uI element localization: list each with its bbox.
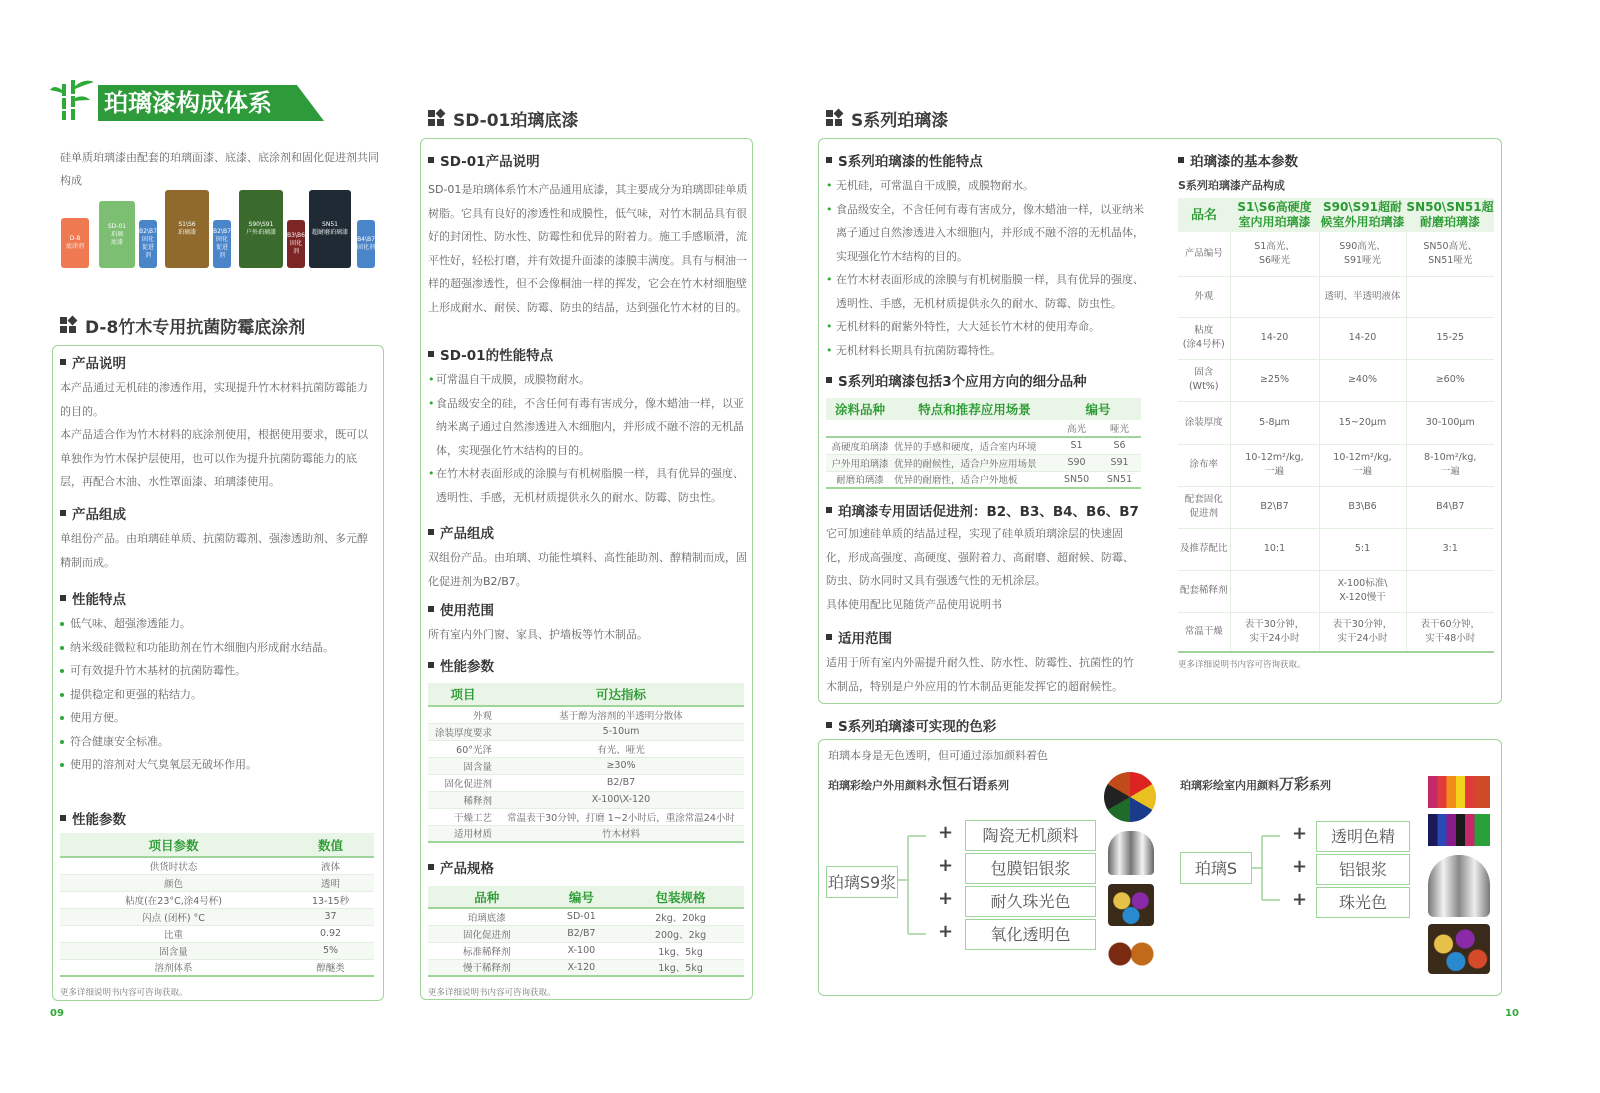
sd01-spec-table bbox=[428, 886, 744, 977]
d8-desc-heading: 产品说明 bbox=[60, 352, 126, 372]
s-basic-table bbox=[1178, 198, 1494, 653]
table-row bbox=[428, 757, 744, 774]
outdoor-item: 耐久珠光色 bbox=[965, 886, 1096, 917]
table-cell: ≥40% bbox=[1319, 359, 1406, 401]
page-number-left: 09 bbox=[50, 1008, 64, 1019]
table-cell: 透明、半透明液体 bbox=[1319, 276, 1406, 317]
table-row bbox=[1178, 612, 1494, 652]
table-cell: 表干30分钟， 实干24小时 bbox=[1230, 612, 1319, 652]
swatch: B2\B7 固化 促进 剂 bbox=[139, 220, 157, 268]
table-cell: 慢干稀释剂 bbox=[463, 963, 511, 975]
table-cell: 珀璃底漆 bbox=[467, 912, 506, 924]
table-cell: 常温表干30分钟，打磨 1~2小时后，重涂常温24小时 bbox=[507, 812, 735, 824]
color-bottles-image-2 bbox=[1428, 814, 1490, 846]
indoor-item: 透明色精 bbox=[1316, 821, 1410, 852]
list-item: 使用的溶剂对大气臭氧层无破坏作用。 bbox=[60, 753, 334, 777]
table-cell bbox=[1230, 570, 1319, 612]
table-cell: 醇醚类 bbox=[316, 963, 345, 975]
table-cell: 比重 bbox=[164, 929, 184, 941]
list-item: 使用方便。 bbox=[60, 706, 334, 730]
sd01-use-heading: 使用范围 bbox=[428, 599, 494, 619]
oxide-sample-image bbox=[1106, 936, 1156, 972]
table-cell: 5% bbox=[323, 945, 339, 956]
table-cell: 常温干燥 bbox=[1184, 625, 1223, 637]
table-cell: 14-20 bbox=[1230, 317, 1319, 359]
aluminum-sample-image bbox=[1108, 831, 1154, 875]
table-row bbox=[826, 454, 1141, 471]
outdoor-connector bbox=[896, 830, 926, 940]
table-cell: 表干30分钟， 实干24小时 bbox=[1319, 612, 1406, 652]
table-cell: 15-25 bbox=[1406, 317, 1494, 359]
s-feat-list bbox=[826, 174, 1146, 362]
sd01-comp: 双组份产品。由珀璃、功能性填料、高性能助剂、醇精制而成，固化促进剂为B2/B7。 bbox=[428, 551, 747, 588]
table-cell: ≥25% bbox=[1230, 359, 1319, 401]
table-row bbox=[1178, 486, 1494, 528]
table-cell: 基于醇为溶剂的半透明分散体 bbox=[559, 710, 683, 722]
d8-desc-1: 本产品通过无机硅的渗透作用，实现提升竹木材料抗菌防霉能力的目的。 bbox=[60, 381, 368, 418]
table-cell: X-120 bbox=[567, 961, 596, 973]
swatch: S90\S91 户外珀璃漆 bbox=[239, 190, 283, 268]
table-cell: B2\B7 bbox=[1230, 486, 1319, 528]
list-item: • 可常温自干成膜，成膜物耐水。 bbox=[428, 373, 590, 386]
table-row bbox=[428, 808, 744, 825]
table-cell: 60°光泽 bbox=[456, 744, 492, 756]
table-row bbox=[1178, 444, 1494, 486]
table-row bbox=[428, 740, 744, 757]
plus-icon: + bbox=[1292, 856, 1308, 877]
sd01-feat-list bbox=[428, 368, 748, 509]
outdoor-item: 氧化透明色 bbox=[965, 919, 1096, 950]
sd01-desc-heading: SD-01产品说明 bbox=[428, 150, 540, 170]
plus-icon: + bbox=[1292, 889, 1308, 910]
table-cell: ≥30% bbox=[606, 760, 636, 771]
s-var-table bbox=[826, 398, 1141, 489]
table-cell: B2/B7 bbox=[606, 777, 636, 788]
indoor-item: 珠光色 bbox=[1316, 887, 1410, 918]
table-header: 编号 bbox=[1085, 402, 1111, 417]
table-cell: 固化促进剂 bbox=[444, 778, 492, 790]
table-cell: 13-15秒 bbox=[311, 895, 350, 907]
page-number-right: 10 bbox=[1505, 1008, 1519, 1019]
table-cell: 粘度 (涂4号杯) bbox=[1182, 325, 1225, 350]
s-basic-heading: 珀璃漆的基本参数 bbox=[1178, 150, 1298, 170]
table-row bbox=[1178, 276, 1494, 317]
table-cell: S1高光、 S6哑光 bbox=[1230, 232, 1319, 276]
sd01-param-heading: 性能参数 bbox=[428, 655, 494, 675]
table-row bbox=[428, 959, 744, 976]
s-color-heading: S系列珀璃漆可实现的色彩 bbox=[826, 715, 996, 735]
sd01-comp-heading: 产品组成 bbox=[428, 522, 494, 542]
table-header: 品种 bbox=[474, 889, 500, 905]
d8-param-table bbox=[60, 833, 374, 977]
table-cell: 固含 (Wt%) bbox=[1188, 367, 1219, 392]
s-scope-heading: 适用范围 bbox=[826, 627, 892, 647]
sd01-title: SD-01珀璃底漆 bbox=[428, 106, 578, 131]
indoor-series-label: 珀璃彩绘室内用颜料万彩系列 bbox=[1180, 775, 1332, 793]
list-item: 可有效提升竹木基材的抗菌防霉性。 bbox=[60, 659, 334, 683]
outdoor-item: 陶瓷无机颜料 bbox=[965, 820, 1096, 851]
table-cell: 优异的耐候性，适合户外应用场景 bbox=[894, 458, 1037, 470]
d8-note: 更多详细说明书内容可咨询获取。 bbox=[60, 988, 188, 998]
table-cell: 1kg、5kg bbox=[658, 963, 703, 975]
d8-comp-heading: 产品组成 bbox=[60, 503, 126, 523]
table-cell: 固含量 bbox=[463, 761, 492, 773]
table-cell: 标准稀释剂 bbox=[463, 946, 511, 958]
table-row bbox=[60, 891, 374, 908]
table-cell bbox=[1230, 276, 1319, 317]
bamboo-logo-icon bbox=[50, 76, 96, 122]
list-item: • 在竹木材表面形成的涂膜与有机树脂膜一样，具有优异的强度、透明性、手感，无机材质提供永久的耐水、防霉、防虫性。 bbox=[428, 467, 744, 504]
table-header: 涂料品种 bbox=[834, 402, 885, 417]
table-header: SN50\SN51超 耐磨珀璃漆 bbox=[1406, 200, 1494, 229]
swatch: B3\B6 固化 剂 bbox=[287, 220, 305, 268]
table-cell: SN50高光、 SN51哑光 bbox=[1406, 232, 1494, 276]
d8-feat-heading: 性能特点 bbox=[60, 588, 126, 608]
grid-icon bbox=[60, 317, 77, 334]
table-row bbox=[1178, 232, 1494, 276]
s-note: 更多详细说明书内容可咨询获取。 bbox=[1178, 660, 1306, 670]
sd01-param-table bbox=[428, 683, 744, 843]
table-row bbox=[428, 925, 744, 942]
table-cell: 优异的耐磨性，适合户外地板 bbox=[894, 475, 1018, 487]
banner-intro: 硅单质珀璃漆由配套的珀璃面漆、底漆、底涂剂和固化促进剂共同构成 bbox=[60, 151, 379, 187]
table-cell: 15~20μm bbox=[1319, 401, 1406, 444]
table-cell: 涂装厚度 bbox=[1184, 416, 1223, 428]
table-row bbox=[1178, 401, 1494, 444]
table-cell: 溶剂体系 bbox=[154, 963, 193, 975]
table-row bbox=[428, 825, 744, 842]
table-cell: 户外用珀璃漆 bbox=[831, 458, 889, 470]
list-item: 提供稳定和更强的粘结力。 bbox=[60, 683, 334, 707]
table-cell: 液体 bbox=[321, 861, 341, 873]
table-cell: B2/B7 bbox=[567, 928, 596, 939]
list-item: • 无机硅，可常温自干成膜，成膜物耐水。 bbox=[826, 179, 1034, 192]
d8-title: D-8竹木专用抗菌防霉底涂剂 bbox=[60, 313, 305, 338]
table-header: 品名 bbox=[1190, 207, 1217, 223]
table-cell: SD-01 bbox=[566, 911, 596, 923]
table-cell: S91 bbox=[1110, 457, 1129, 468]
s-basic-sub: S系列珀璃漆产品构成 bbox=[1178, 179, 1285, 192]
table-cell: 10-12m²/kg, 一遍 bbox=[1319, 444, 1406, 486]
swatch: B2\B7 固化 促进 剂 bbox=[213, 220, 231, 268]
table-row bbox=[428, 908, 744, 925]
table-cell bbox=[1406, 276, 1494, 317]
table-row bbox=[1178, 359, 1494, 401]
grid-icon bbox=[428, 110, 445, 127]
sd01-feat-heading: SD-01的性能特点 bbox=[428, 344, 553, 364]
table-cell: 高光 bbox=[1067, 424, 1087, 435]
table-cell: 配套固化 促进剂 bbox=[1184, 494, 1223, 519]
table-cell: 0.92 bbox=[319, 928, 342, 939]
outdoor-series-label: 珀璃彩绘户外用颜料永恒石语系列 bbox=[828, 775, 1010, 793]
table-cell: 固化促进剂 bbox=[463, 929, 511, 941]
table-row bbox=[60, 857, 374, 874]
table-cell: 2kg、20kg bbox=[655, 912, 706, 924]
table-cell: X-100\X-120 bbox=[591, 794, 651, 805]
s-cure-heading: 珀璃漆专用固话促进剂：B2、B3、B4、B6、B7 bbox=[826, 500, 1139, 520]
swatch: S1\S6 珀璃漆 bbox=[165, 190, 209, 268]
s-var-heading: S系列珀璃漆包括3个应用方向的细分品种 bbox=[826, 370, 1087, 390]
table-cell: 固含量 bbox=[159, 946, 188, 958]
table-header: 可达指标 bbox=[595, 687, 646, 702]
table-cell: 1kg、5kg bbox=[658, 946, 703, 958]
sd01-desc: SD-01是珀璃体系竹木产品通用底漆，其主要成分为珀璃即硅单质树脂。它具有良好的渗透性和成膜性，低气味，对竹木制品具有很好的封闭性、防水性、防霉性和优异的附着力。施工手感顺滑，流平性好，轻松打磨，并有效提升面漆的漆膜丰满度。具有与桐油一样的超强渗透性，但不会像桐油一样的挥发，它会在竹木材细胞壁上形成耐水、耐侯、防霉、防虫的结晶，达到强化竹木材的目的。 bbox=[428, 183, 748, 314]
table-header: 包装规格 bbox=[655, 889, 706, 905]
s-cure2: 具体使用配比见随货产品使用说明书 bbox=[826, 597, 1002, 611]
table-row bbox=[60, 908, 374, 925]
d8-desc-2: 本产品适合作为竹木材料的底涂剂使用，根据使用要求，既可以单独作为竹木保护层使用，也可以作为提升抗菌防霉能力的底层，再配合木油、水性罩面漆、珀璃漆使用。 bbox=[60, 428, 368, 488]
list-item: 符合健康安全标准。 bbox=[60, 730, 334, 754]
table-header: S1\S6高硬度 室内用珀璃漆 bbox=[1237, 200, 1312, 229]
table-header: 编号 bbox=[568, 889, 594, 905]
table-cell: 37 bbox=[324, 911, 337, 922]
table-cell: 外观 bbox=[472, 710, 492, 722]
grid-icon bbox=[826, 110, 843, 127]
table-row bbox=[1178, 317, 1494, 359]
table-cell: 闪点 (闭杯) °C bbox=[142, 912, 205, 924]
s-title: S系列珀璃漆 bbox=[826, 106, 948, 131]
table-row bbox=[428, 706, 744, 723]
table-cell: 8-10m²/kg, 一遍 bbox=[1406, 444, 1494, 486]
table-row bbox=[428, 774, 744, 791]
table-cell: 适用材质 bbox=[453, 829, 492, 841]
swatch: D-8 底涂剂 bbox=[61, 218, 89, 268]
table-cell: S1 bbox=[1070, 440, 1083, 452]
plus-icon: + bbox=[938, 921, 954, 942]
table-row bbox=[1178, 528, 1494, 570]
table-cell: 3:1 bbox=[1406, 528, 1494, 570]
table-row bbox=[1178, 570, 1494, 612]
table-cell: S90高光、 S91哑光 bbox=[1319, 232, 1406, 276]
table-cell: 哑光 bbox=[1110, 424, 1130, 435]
table-row bbox=[60, 942, 374, 959]
table-row bbox=[826, 471, 1141, 488]
table-header: 项目 bbox=[450, 687, 476, 702]
table-header-row bbox=[1178, 198, 1494, 232]
table-cell: ≥60% bbox=[1406, 359, 1494, 401]
pearl-sample-image bbox=[1108, 884, 1154, 926]
table-cell: B3\B6 bbox=[1319, 486, 1406, 528]
table-cell: 透明 bbox=[321, 878, 341, 890]
table-cell: 30-100μm bbox=[1406, 401, 1494, 444]
pearl-indoor-image bbox=[1428, 924, 1490, 974]
sd01-use: 所有室内外门窗、家具、护墙板等竹木制品。 bbox=[428, 628, 648, 641]
list-item: • 食品级安全的硅，不含任何有毒有害成分，像木蜡油一样，以亚纳米离子通过自然渗透进入木细胞内，并形成不融不溶的无机晶体，实现强化竹木结构的目的。 bbox=[428, 396, 744, 457]
table-cell: 配套稀释剂 bbox=[1179, 585, 1228, 596]
s-color-intro: 珀璃本身是无色透明，但可通过添加颜料着色 bbox=[828, 749, 1048, 762]
table-cell: 5-10um bbox=[602, 726, 640, 737]
aluminum-indoor-image bbox=[1428, 855, 1490, 917]
plus-icon: + bbox=[938, 888, 954, 909]
table-cell: 10:1 bbox=[1230, 528, 1319, 570]
table-row bbox=[826, 437, 1141, 454]
swatch: SN51 超耐磨珀璃漆 bbox=[309, 190, 351, 268]
table-cell: 涂装厚度要求 bbox=[434, 727, 492, 739]
table-cell: X-100标准\ X-120慢干 bbox=[1319, 570, 1406, 612]
table-cell: B4\B7 bbox=[1406, 486, 1494, 528]
s-cure: 它可加速硅单质的结晶过程，实现了硅单质珀璃涂层的快速固化，形成高强度、高硬度、强附着力、高耐磨、超耐候、防霉、防虫、防水同时又具有强透气性的无机涂层。 bbox=[826, 527, 1134, 587]
table-cell: 高硬度珀璃漆 bbox=[831, 441, 889, 453]
plus-icon: + bbox=[1292, 823, 1308, 844]
indoor-connector bbox=[1250, 834, 1280, 904]
list-item: • 食品级安全，不含任何有毒有害成分，像木蜡油一样，以亚纳米离子通过自然渗透进入木细胞内，并形成不融不溶的无机晶体，实现强化竹木结构的目的。 bbox=[826, 202, 1144, 263]
pigment-palette-image bbox=[1104, 772, 1156, 822]
table-cell: 10-12m²/kg, 一遍 bbox=[1230, 444, 1319, 486]
table-cell: 粘度(在23°C,涂4号杯) bbox=[125, 895, 223, 907]
table-cell: 5:1 bbox=[1319, 528, 1406, 570]
banner-title: 珀璃漆构成体系 bbox=[104, 89, 272, 117]
plus-icon: + bbox=[938, 855, 954, 876]
table-header: S90\S91超耐 候室外用珀璃漆 bbox=[1320, 200, 1405, 229]
s-feat-heading: S系列珀璃漆的性能特点 bbox=[826, 150, 983, 170]
table-cell: SN51 bbox=[1106, 473, 1133, 485]
table-cell: 有光、哑光 bbox=[597, 744, 645, 756]
swatch-row bbox=[61, 188, 381, 270]
table-cell bbox=[1406, 570, 1494, 612]
table-header: 数值 bbox=[318, 837, 344, 853]
s9-paste-box: 珀璃S9浆 bbox=[826, 866, 898, 898]
table-row bbox=[60, 959, 374, 976]
table-cell: 涂布率 bbox=[1189, 459, 1218, 470]
table-cell: 优异的手感和硬度，适合室内环境 bbox=[894, 441, 1037, 453]
table-row bbox=[428, 791, 744, 808]
sd01-note: 更多详细说明书内容可咨询获取。 bbox=[428, 988, 556, 998]
d8-feat-list bbox=[60, 612, 334, 777]
table-cell: 及推荐配比 bbox=[1179, 543, 1228, 554]
list-item: • 在竹木材表面形成的涂膜与有机树脂膜一样，具有优异的强度、透明性、手感，无机材质提供永久的耐水、防霉、防虫性。 bbox=[826, 273, 1144, 310]
table-cell: S6 bbox=[1113, 440, 1126, 452]
table-row bbox=[60, 925, 374, 942]
table-cell: 表干60分钟， 实干48小时 bbox=[1406, 612, 1494, 652]
list-item: • 无机材料的耐紫外特性，大大延长竹木材的使用寿命。 bbox=[826, 320, 1100, 333]
table-cell: 产品编号 bbox=[1184, 247, 1223, 259]
sp-box: 珀璃S bbox=[1180, 852, 1252, 884]
list-item: 低气味、超强渗透能力。 bbox=[60, 612, 334, 636]
table-cell: S90 bbox=[1067, 457, 1086, 468]
color-bottles-image bbox=[1428, 776, 1490, 808]
swatch: B4\B7 固化剂 bbox=[357, 220, 375, 268]
list-item: • 无机材料长期具有抗菌防霉特性。 bbox=[826, 343, 1001, 357]
indoor-item: 铝银浆 bbox=[1316, 854, 1410, 885]
table-row bbox=[60, 874, 374, 891]
d8-param-heading: 性能参数 bbox=[60, 808, 126, 828]
table-cell: 5-8μm bbox=[1230, 401, 1319, 444]
table-cell: SN50 bbox=[1063, 473, 1090, 485]
table-row bbox=[428, 723, 744, 740]
table-cell: 14-20 bbox=[1319, 317, 1406, 359]
table-cell: 200g、2kg bbox=[654, 929, 707, 941]
table-cell: 干燥工艺 bbox=[453, 812, 492, 824]
swatch: SD-01 珀璃 底漆 bbox=[99, 201, 135, 268]
table-cell: 耐磨珀璃漆 bbox=[836, 475, 884, 487]
d8-comp: 单组份产品。由珀璃硅单质、抗菌防霉剂、强渗透助剂、多元醇精制而成。 bbox=[60, 532, 368, 569]
table-cell: 颜色 bbox=[164, 878, 184, 890]
table-row bbox=[428, 942, 744, 959]
table-cell: 稀释剂 bbox=[463, 795, 492, 807]
plus-icon: + bbox=[938, 822, 954, 843]
sd01-spec-heading: 产品规格 bbox=[428, 857, 494, 877]
outdoor-item: 包膜铝银浆 bbox=[965, 853, 1096, 884]
list-item: 纳米级硅微粒和功能助剂在竹木细胞内形成耐水结晶。 bbox=[60, 636, 334, 660]
table-cell: X-100 bbox=[567, 945, 596, 956]
table-cell: 外观 bbox=[1194, 290, 1214, 302]
table-cell: 供货时状态 bbox=[149, 861, 198, 873]
s-scope: 适用于所有室内外需提升耐久性、防水性、防霉性、抗菌性的竹木制品，特别是户外应用的竹木制品更能发挥它的超耐候性。 bbox=[826, 656, 1134, 693]
table-cell: 竹木材料 bbox=[601, 829, 640, 841]
table-header: 特点和推荐应用场景 bbox=[918, 402, 1031, 417]
table-header: 项目参数 bbox=[148, 837, 199, 853]
